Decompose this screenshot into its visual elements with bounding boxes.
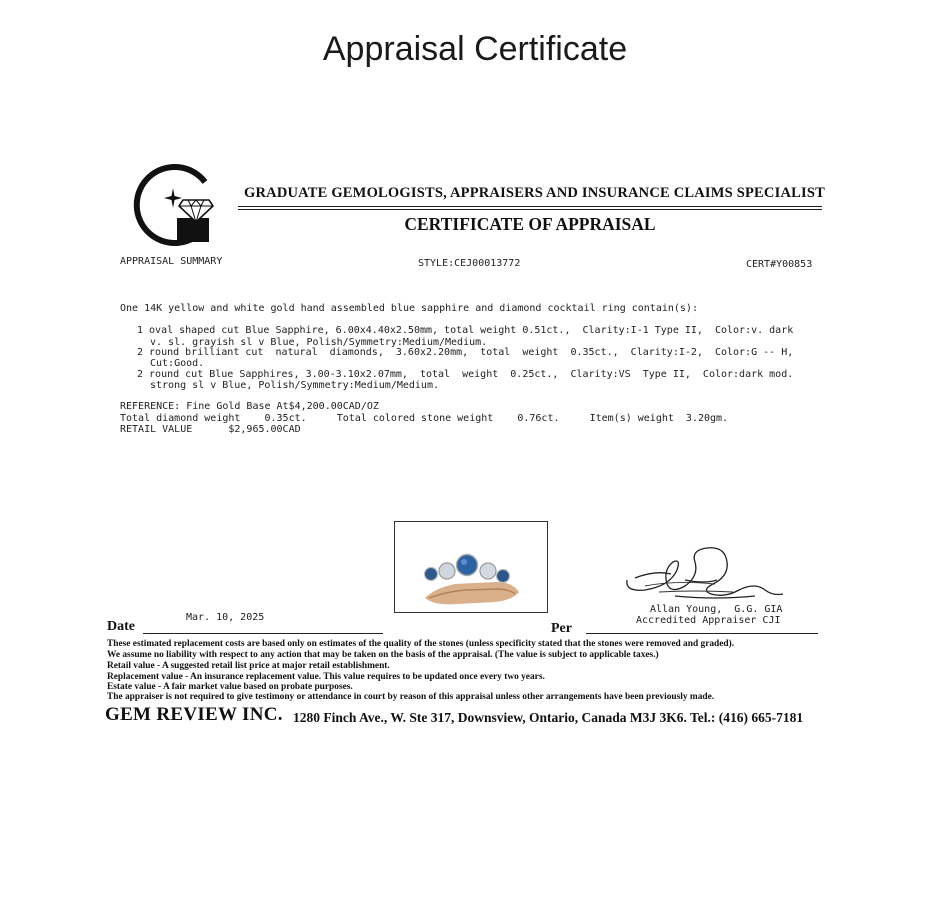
certificate-title: CERTIFICATE OF APPRAISAL [404, 214, 656, 234]
ring-description-intro: One 14K yellow and white gold hand assembled blue sapphire and diamond cocktail ring contain(s): [120, 303, 698, 314]
date-underline [143, 633, 383, 634]
retail-value-line: RETAIL VALUE $2,965.00CAD [120, 424, 301, 435]
item-1-line-1: 1 oval shaped cut Blue Sapphire, 6.00x4.40x2.50mm, total weight 0.51ct., Clarity:I-1 Type II, Color:v. dark [137, 325, 794, 336]
style-code: STYLE:CEJ00013772 [418, 258, 521, 269]
per-label: Per [551, 621, 572, 636]
item-3-line-1: 2 round cut Blue Sapphires, 3.00-3.10x2.07mm, total weight 0.25ct., Clarity:VS Type II, Color:dark mod. [137, 369, 794, 380]
footer-company-name: GEM REVIEW INC. [105, 704, 283, 725]
note-line: Retail value - A suggested retail list price at major retail establishment. [107, 661, 390, 671]
date-label: Date [107, 619, 135, 634]
handwritten-signature-icon [615, 540, 795, 610]
heading-rule-top [238, 206, 822, 207]
heading-rule-bottom [238, 209, 822, 210]
note-line: The appraiser is not required to give testimony or attendance in court by reason of this appraisal unless other arrangements have been previously made. [107, 692, 715, 702]
per-signature-line [586, 633, 818, 634]
company-heading: GRADUATE GEMOLOGISTS, APPRAISERS AND INSURANCE CLAIMS SPECIALIST [244, 185, 825, 201]
appraiser-name: Allan Young, G.G. GIA [650, 604, 783, 615]
item-3-line-2: strong sl v Blue, Polish/Symmetry:Medium/Medium. [150, 380, 439, 391]
note-line: Estate value - A fair market value based on probate purposes. [107, 682, 353, 692]
note-line: We assume no liability with respect to any action that may be taken on the basis of the appraisal. (The value is subject to applicable taxes.) [107, 650, 659, 660]
item-2-line-2: Cut:Good. [150, 358, 205, 369]
note-line: Replacement value - An insurance replacement value. This value requires to be updated once every two years. [107, 672, 545, 682]
item-2-line-1: 2 round brilliant cut natural diamonds, 3.60x2.20mm, total weight 0.35ct., Clarity:I-2, Color:G -- H, [137, 347, 794, 358]
cert-number: CERT#Y00853 [746, 259, 813, 270]
appraisal-summary-label: APPRAISAL SUMMARY [120, 256, 223, 267]
date-value: Mar. 10, 2025 [186, 612, 265, 623]
page-title: Appraisal Certificate [322, 30, 628, 68]
footer-address: 1280 Finch Ave., W. Ste 317, Downsview, Ontario, Canada M3J 3K6. Tel.: (416) 665-7181 [293, 710, 804, 725]
note-line: These estimated replacement costs are based only on estimates of the quality of the stones (unless specificity stated that the stones were removed and graded). [107, 639, 735, 649]
ring-photo-image [394, 521, 548, 613]
gg-diamond-logo-icon [133, 160, 223, 250]
reference-line: REFERENCE: Fine Gold Base At$4,200.00CAD/OZ [120, 401, 379, 412]
appraiser-title: Accredited Appraiser CJI [636, 615, 781, 626]
weights-line: Total diamond weight 0.35ct. Total colored stone weight 0.76ct. Item(s) weight 3.20gm. [120, 413, 729, 424]
item-1-line-2: v. sl. grayish sl v Blue, Polish/Symmetry:Medium/Medium. [150, 337, 488, 348]
